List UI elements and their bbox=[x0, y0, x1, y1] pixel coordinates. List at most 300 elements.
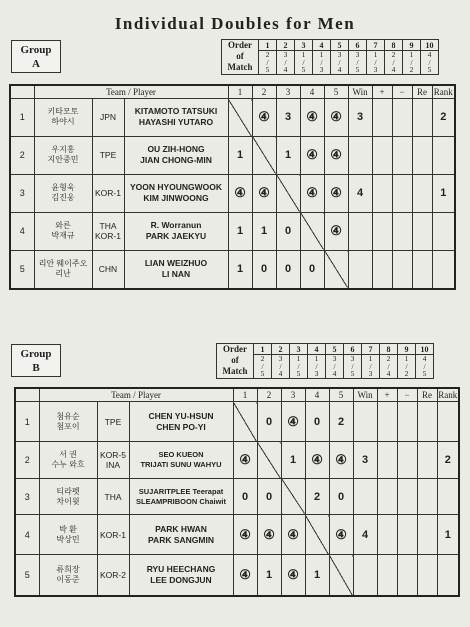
result-cell: 0 bbox=[276, 250, 300, 289]
self-cell bbox=[257, 442, 281, 479]
header-plus: + bbox=[372, 85, 392, 99]
result-cell: 0 bbox=[276, 212, 300, 250]
team-number: 3 bbox=[15, 478, 39, 515]
korean-name: 하야시 bbox=[51, 117, 75, 127]
match-slash: / bbox=[405, 361, 408, 371]
match-slash: / bbox=[333, 361, 336, 371]
korean-names bbox=[34, 136, 92, 174]
header-opponent-number: 2 bbox=[257, 388, 281, 402]
korean-names bbox=[39, 478, 97, 515]
win-cell: 3 bbox=[348, 99, 372, 137]
country-code: THA bbox=[99, 221, 117, 232]
order-of-match-label bbox=[222, 40, 259, 75]
self-cell bbox=[281, 478, 305, 515]
header-slash-char: / bbox=[128, 87, 131, 97]
player-names bbox=[129, 478, 233, 515]
korean-name: 리안 웨이주오 bbox=[38, 259, 88, 269]
result-cell: ④ bbox=[329, 442, 353, 479]
match-number: 9 bbox=[403, 40, 421, 51]
minus-cell bbox=[397, 442, 417, 479]
match-team-a: 4 bbox=[427, 50, 432, 59]
header-team: Team bbox=[111, 390, 131, 400]
match-slash: / bbox=[428, 57, 431, 67]
order-of-match-table bbox=[221, 39, 439, 75]
player-name: JIAN CHONG-MIN bbox=[140, 155, 212, 166]
match-pairing bbox=[308, 355, 326, 379]
minus-cell bbox=[397, 515, 417, 555]
korean-names bbox=[39, 515, 97, 555]
match-team-b: 4 bbox=[283, 65, 288, 74]
team-number: 1 bbox=[10, 99, 34, 137]
header-opponent-number: 4 bbox=[300, 85, 324, 99]
korean-name: 리난 bbox=[55, 269, 71, 279]
header-plus: + bbox=[377, 388, 397, 402]
result-cell: ④ bbox=[300, 136, 324, 174]
country-code: INA bbox=[105, 459, 121, 470]
player-names bbox=[124, 99, 228, 137]
minus-cell bbox=[392, 136, 412, 174]
player-names bbox=[124, 250, 228, 289]
korean-names bbox=[34, 212, 92, 250]
group-word: Group bbox=[20, 348, 52, 360]
match-team-b: 4 bbox=[391, 65, 396, 74]
result-cell: 0 bbox=[257, 478, 281, 515]
rank-cell: 1 bbox=[432, 174, 455, 212]
header-player: Player bbox=[132, 87, 156, 97]
result-cell: ④ bbox=[281, 555, 305, 596]
match-number: 1 bbox=[259, 40, 277, 51]
match-pairing bbox=[367, 51, 385, 75]
group-word: Group bbox=[20, 44, 52, 56]
match-team-b: 5 bbox=[296, 369, 301, 378]
country-code: KOR-5 bbox=[100, 449, 126, 460]
match-team-b: 5 bbox=[355, 65, 360, 74]
korean-name: 지안중민 bbox=[47, 155, 79, 165]
team-code bbox=[92, 99, 124, 137]
result-cell: 3 bbox=[276, 99, 300, 137]
result-cell: 0 bbox=[329, 478, 353, 515]
header-opponent-number: 4 bbox=[305, 388, 329, 402]
self-cell bbox=[305, 515, 329, 555]
order-label-line: Match bbox=[227, 62, 253, 73]
match-team-b: 5 bbox=[301, 65, 306, 74]
self-cell bbox=[252, 136, 276, 174]
group-letter: A bbox=[32, 58, 40, 70]
re-cell bbox=[417, 402, 437, 442]
match-number: 5 bbox=[331, 40, 349, 51]
result-cell: ④ bbox=[324, 99, 348, 137]
match-team-a: 1 bbox=[314, 354, 319, 363]
korean-names bbox=[34, 174, 92, 212]
match-team-b: 5 bbox=[422, 369, 427, 378]
result-cell: ④ bbox=[233, 442, 257, 479]
result-cell: ④ bbox=[228, 174, 252, 212]
re-cell bbox=[412, 136, 432, 174]
result-cell: ④ bbox=[324, 212, 348, 250]
player-name: LI NAN bbox=[161, 269, 191, 280]
match-team-a: 4 bbox=[422, 354, 427, 363]
rank-cell: 2 bbox=[437, 442, 459, 479]
result-cell: 1 bbox=[257, 555, 281, 596]
header-team-player bbox=[39, 388, 233, 402]
match-number: 2 bbox=[277, 40, 295, 51]
match-pairing bbox=[331, 51, 349, 75]
result-cell: ④ bbox=[233, 555, 257, 596]
result-cell: 1 bbox=[305, 555, 329, 596]
match-pairing bbox=[326, 355, 344, 379]
match-number: 10 bbox=[416, 344, 434, 355]
match-number: 4 bbox=[313, 40, 331, 51]
match-team-a: 1 bbox=[368, 354, 373, 363]
team-number: 2 bbox=[10, 136, 34, 174]
match-pairing bbox=[380, 355, 398, 379]
match-team-a: 1 bbox=[409, 50, 414, 59]
minus-cell bbox=[397, 402, 417, 442]
korean-names bbox=[39, 555, 97, 596]
match-number: 9 bbox=[398, 344, 416, 355]
match-team-a: 3 bbox=[283, 50, 288, 59]
korean-name: 박상민 bbox=[56, 534, 80, 544]
team-row bbox=[10, 174, 455, 212]
self-cell bbox=[324, 250, 348, 289]
match-number: 4 bbox=[308, 344, 326, 355]
match-number: 7 bbox=[367, 40, 385, 51]
win-cell: 4 bbox=[348, 174, 372, 212]
re-cell bbox=[417, 442, 437, 479]
plus-cell bbox=[372, 99, 392, 137]
team-number: 4 bbox=[15, 515, 39, 555]
country-code: KOR-1 bbox=[100, 529, 126, 540]
match-team-b: 5 bbox=[350, 369, 355, 378]
match-pairing bbox=[398, 355, 416, 379]
result-cell: 2 bbox=[305, 478, 329, 515]
player-name: PARK JAEKYU bbox=[145, 231, 207, 242]
result-cell: ④ bbox=[329, 515, 353, 555]
team-code bbox=[97, 478, 129, 515]
match-number: 6 bbox=[344, 344, 362, 355]
win-cell bbox=[348, 250, 372, 289]
plus-cell bbox=[372, 136, 392, 174]
match-team-a: 2 bbox=[386, 354, 391, 363]
country-code: JPN bbox=[99, 112, 117, 123]
win-cell bbox=[353, 478, 377, 515]
match-pairing bbox=[277, 51, 295, 75]
header-blank bbox=[15, 388, 39, 402]
match-slash: / bbox=[315, 361, 318, 371]
team-code bbox=[92, 212, 124, 250]
match-slash: / bbox=[266, 57, 269, 67]
rank-cell bbox=[432, 136, 455, 174]
result-cell: ④ bbox=[252, 99, 276, 137]
result-cell: ④ bbox=[233, 515, 257, 555]
match-team-b: 3 bbox=[319, 65, 324, 74]
korean-name: 박재규 bbox=[51, 231, 75, 241]
korean-name: 티라펫 bbox=[56, 486, 80, 496]
player-name: KIM JINWOONG bbox=[143, 193, 209, 204]
player-names bbox=[129, 402, 233, 442]
win-cell bbox=[353, 402, 377, 442]
plus-cell bbox=[372, 174, 392, 212]
header-blank bbox=[10, 85, 34, 99]
korean-name: 이동준 bbox=[56, 575, 80, 585]
plus-cell bbox=[377, 555, 397, 596]
re-cell bbox=[412, 212, 432, 250]
match-team-b: 4 bbox=[337, 65, 342, 74]
match-pairing bbox=[344, 355, 362, 379]
rank-cell bbox=[437, 555, 459, 596]
win-cell bbox=[348, 212, 372, 250]
team-number: 4 bbox=[10, 212, 34, 250]
match-number: 5 bbox=[326, 344, 344, 355]
korean-name: 우지홍 bbox=[51, 145, 75, 155]
result-cell: 0 bbox=[300, 250, 324, 289]
match-pairing bbox=[313, 51, 331, 75]
player-name: HAYASHI YUTARO bbox=[138, 117, 214, 128]
match-pairing bbox=[259, 51, 277, 75]
re-cell bbox=[412, 174, 432, 212]
header-win: Win bbox=[348, 85, 372, 99]
re-cell bbox=[417, 555, 437, 596]
player-name: R. Worranun bbox=[150, 220, 202, 231]
re-cell bbox=[417, 515, 437, 555]
page-title: Individual Doubles for Men bbox=[114, 14, 356, 33]
result-cell: 1 bbox=[252, 212, 276, 250]
match-slash: / bbox=[374, 57, 377, 67]
match-team-b: 5 bbox=[265, 65, 270, 74]
team-row bbox=[15, 515, 459, 555]
rank-cell bbox=[432, 250, 455, 289]
result-cell: 1 bbox=[228, 212, 252, 250]
match-slash: / bbox=[320, 57, 323, 67]
header-team-player bbox=[34, 85, 228, 99]
match-team-a: 3 bbox=[350, 354, 355, 363]
match-number: 2 bbox=[272, 344, 290, 355]
match-team-a: 1 bbox=[296, 354, 301, 363]
team-code bbox=[97, 555, 129, 596]
match-team-a: 3 bbox=[337, 50, 342, 59]
match-team-b: 2 bbox=[409, 65, 414, 74]
match-pairing bbox=[385, 51, 403, 75]
match-team-b: 3 bbox=[373, 65, 378, 74]
team-row bbox=[15, 478, 459, 515]
match-pairing bbox=[272, 355, 290, 379]
korean-name: 와른 bbox=[55, 221, 71, 231]
korean-name: 김진웅 bbox=[51, 193, 75, 203]
results-table bbox=[9, 84, 456, 290]
minus-cell bbox=[397, 555, 417, 596]
rank-cell: 1 bbox=[437, 515, 459, 555]
match-number: 1 bbox=[254, 344, 272, 355]
match-number: 8 bbox=[380, 344, 398, 355]
header-player: Player bbox=[137, 390, 161, 400]
match-slash: / bbox=[423, 361, 426, 371]
player-name: CHEN PO-YI bbox=[156, 421, 206, 432]
match-number: 7 bbox=[362, 344, 380, 355]
country-code: KOR-1 bbox=[95, 188, 121, 199]
team-code bbox=[92, 250, 124, 289]
plus-cell bbox=[377, 478, 397, 515]
rank-cell bbox=[437, 478, 459, 515]
player-name: CHEN YU-HSUN bbox=[148, 410, 214, 421]
match-number: 8 bbox=[385, 40, 403, 51]
minus-cell bbox=[392, 174, 412, 212]
team-number: 5 bbox=[15, 555, 39, 596]
result-cell: ④ bbox=[257, 515, 281, 555]
win-cell: 4 bbox=[353, 515, 377, 555]
match-pairing bbox=[416, 355, 434, 379]
re-cell bbox=[412, 250, 432, 289]
korean-name: 윤형욱 bbox=[51, 183, 75, 193]
team-number: 2 bbox=[15, 442, 39, 479]
match-team-b: 3 bbox=[314, 369, 319, 378]
result-cell: 0 bbox=[305, 402, 329, 442]
team-number: 5 bbox=[10, 250, 34, 289]
player-name: LIAN WEIZHUO bbox=[144, 258, 208, 269]
order-label-line: Order bbox=[223, 344, 247, 355]
result-cell: ④ bbox=[300, 174, 324, 212]
self-cell bbox=[329, 555, 353, 596]
match-team-b: 4 bbox=[278, 369, 283, 378]
player-name: TRIJATI SUNU WAHYU bbox=[140, 459, 222, 469]
self-cell bbox=[233, 402, 257, 442]
header-win: Win bbox=[353, 388, 377, 402]
plus-cell bbox=[377, 442, 397, 479]
player-name: PARK SANGMIN bbox=[148, 534, 214, 545]
match-slash: / bbox=[284, 57, 287, 67]
player-name: YOON HYOUNGWOOK bbox=[129, 182, 223, 193]
result-cell: ④ bbox=[281, 515, 305, 555]
result-cell: 1 bbox=[276, 136, 300, 174]
team-code bbox=[97, 442, 129, 479]
match-team-a: 2 bbox=[260, 354, 265, 363]
header-opponent-number: 3 bbox=[281, 388, 305, 402]
match-pairing bbox=[254, 355, 272, 379]
team-row bbox=[10, 99, 455, 137]
rank-cell bbox=[432, 212, 455, 250]
header-opponent-number: 5 bbox=[329, 388, 353, 402]
team-code bbox=[97, 402, 129, 442]
result-cell: 0 bbox=[252, 250, 276, 289]
team-row bbox=[10, 250, 455, 289]
player-name: RYU HEECHANG bbox=[146, 564, 216, 575]
header-opponent-number: 3 bbox=[276, 85, 300, 99]
match-number: 6 bbox=[349, 40, 367, 51]
match-team-a: 3 bbox=[355, 50, 360, 59]
team-number: 3 bbox=[10, 174, 34, 212]
win-cell bbox=[348, 136, 372, 174]
korean-names bbox=[34, 99, 92, 137]
player-names bbox=[129, 515, 233, 555]
country-code: KOR-1 bbox=[95, 231, 121, 242]
header-opponent-number: 2 bbox=[252, 85, 276, 99]
player-names bbox=[124, 174, 228, 212]
match-pairing bbox=[362, 355, 380, 379]
self-cell bbox=[228, 99, 252, 137]
player-name: SUJARITPLEE Teerapat bbox=[138, 486, 224, 496]
player-names bbox=[124, 212, 228, 250]
match-number: 10 bbox=[421, 40, 439, 51]
team-row bbox=[10, 136, 455, 174]
team-row bbox=[15, 442, 459, 479]
result-cell: 1 bbox=[281, 442, 305, 479]
re-cell bbox=[417, 478, 437, 515]
korean-name: 첨포이 bbox=[56, 421, 80, 431]
header-opponent-number: 5 bbox=[324, 85, 348, 99]
match-team-b: 5 bbox=[260, 369, 265, 378]
match-slash: / bbox=[297, 361, 300, 371]
header-re: Re bbox=[417, 388, 437, 402]
order-of-match-label bbox=[217, 344, 254, 379]
match-slash: / bbox=[338, 57, 341, 67]
team-code bbox=[92, 174, 124, 212]
player-name: OU ZIH-HONG bbox=[147, 144, 205, 155]
korean-name: 키타모토 bbox=[47, 107, 79, 117]
match-slash: / bbox=[392, 57, 395, 67]
player-names bbox=[124, 136, 228, 174]
match-team-b: 2 bbox=[404, 369, 409, 378]
header-row bbox=[10, 85, 455, 99]
result-cell: ④ bbox=[305, 442, 329, 479]
header-row bbox=[15, 388, 459, 402]
korean-name: 차이윗 bbox=[56, 496, 80, 506]
player-name: KITAMOTO TATSUKI bbox=[134, 106, 218, 117]
match-slash: / bbox=[410, 57, 413, 67]
korean-names bbox=[34, 250, 92, 289]
team-row bbox=[10, 212, 455, 250]
minus-cell bbox=[392, 212, 412, 250]
korean-name: 서 권 bbox=[59, 449, 77, 459]
match-slash: / bbox=[356, 57, 359, 67]
country-code: TPE bbox=[99, 150, 117, 161]
order-label-line: Match bbox=[222, 366, 248, 377]
match-team-a: 1 bbox=[404, 354, 409, 363]
header-opponent-number: 1 bbox=[233, 388, 257, 402]
order-of-match-table bbox=[216, 343, 434, 379]
match-slash: / bbox=[369, 361, 372, 371]
player-name: PARK HWAN bbox=[155, 523, 207, 534]
match-team-b: 4 bbox=[386, 369, 391, 378]
order-label-line: of bbox=[236, 51, 244, 62]
match-team-a: 3 bbox=[332, 354, 337, 363]
result-cell: 1 bbox=[228, 250, 252, 289]
match-pairing bbox=[295, 51, 313, 75]
result-cell: 1 bbox=[228, 136, 252, 174]
rank-cell bbox=[437, 402, 459, 442]
result-cell: ④ bbox=[324, 136, 348, 174]
result-cell: ④ bbox=[324, 174, 348, 212]
team-code bbox=[97, 515, 129, 555]
match-pairing bbox=[421, 51, 439, 75]
header-opponent-number: 1 bbox=[228, 85, 252, 99]
result-cell: 0 bbox=[257, 402, 281, 442]
team-row bbox=[15, 555, 459, 596]
group-letter: B bbox=[32, 362, 40, 374]
self-cell bbox=[300, 212, 324, 250]
header-minus: − bbox=[397, 388, 417, 402]
minus-cell bbox=[397, 478, 417, 515]
match-pairing bbox=[349, 51, 367, 75]
plus-cell bbox=[372, 212, 392, 250]
player-name: SLEAMPRIBOON Chaiwit bbox=[136, 496, 227, 506]
win-cell bbox=[353, 555, 377, 596]
plus-cell bbox=[377, 515, 397, 555]
match-team-b: 5 bbox=[427, 65, 432, 74]
result-cell: ④ bbox=[300, 99, 324, 137]
match-team-a: 3 bbox=[278, 354, 283, 363]
order-label-line: of bbox=[231, 355, 239, 366]
korean-name: 류희장 bbox=[56, 565, 80, 575]
win-cell: 3 bbox=[353, 442, 377, 479]
